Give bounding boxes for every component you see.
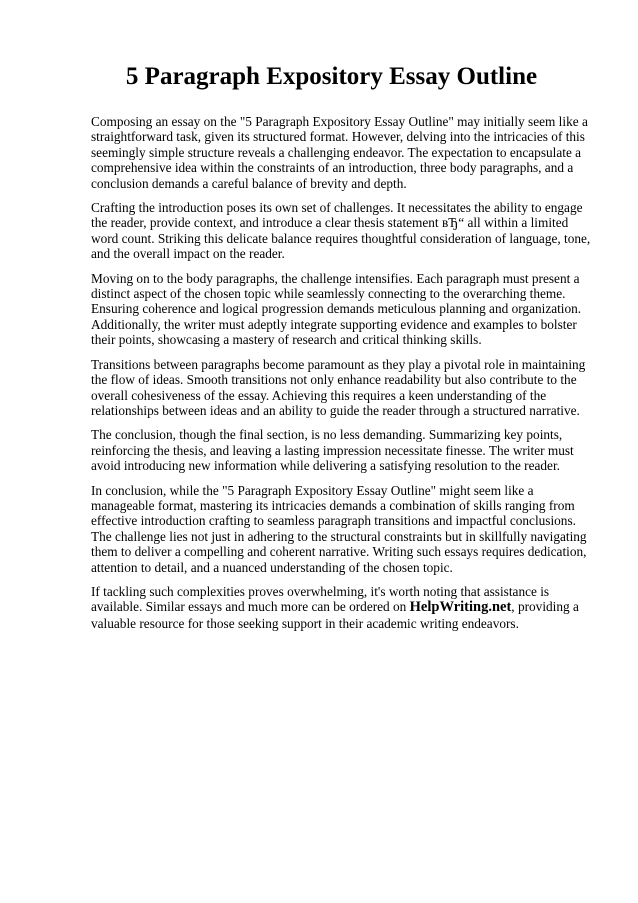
paragraph-2: Crafting the introduction poses its own set of challenges. It necessitates the ability to engage the reader, provide context, and introduce a clear thesis statement вЂ“ all within a limited word count. Striking this delicate balance requires thoughtful consideration of language, tone, and the overall impact on the reader. (91, 200, 591, 262)
closing-text-after: , providing a valuable resource for those seeking support in their academic writing endeavors. (91, 599, 579, 631)
document-title: 5 Paragraph Expository Essay Outline (125, 63, 538, 90)
paragraph-3: Moving on to the body paragraphs, the challenge intensifies. Each paragraph must present a distinct aspect of the chosen topic while seamlessly connecting to the overarching theme. Ensuring coherence and logical progression demands meticulous planning and organization. Additionally, the writer must adeptly integrate supporting evidence and examples to bolster their points, showcasing a mastery of research and critical thinking skills. (91, 270, 582, 348)
closing-text-before: If tackling such complexities proves overwhelming, it's worth noting that assistance is available. Similar essays and much more can be ordered on (91, 583, 550, 615)
paragraph-6: In conclusion, while the "5 Paragraph Expository Essay Outline" might seem like a manageable format, mastering its intricacies demands a combination of skills ranging from effective introduction crafting to seamless paragraph transitions and impactful conclusions. The challenge lies not just in adhering to the structural constraints but in skillfully navigating them to deliver a compelling and coherent narrative. Writing such essays requires dedication, attention to detail, and a nuanced understanding of the chosen topic. (91, 482, 587, 575)
paragraph-4: Transitions between paragraphs become paramount as they play a pivotal role in maintaining the flow of ideas. Smooth transitions not only enhance readability but also contribute to the overall cohesiveness of the essay. Achieving this requires a keen understanding of the relationships between ideas and an ability to guide the reader through a structured narrative. (91, 356, 586, 418)
paragraph-1: Composing an essay on the "5 Paragraph Expository Essay Outline" may initially seem like a straightforward task, given its structured format. However, delving into the intricacies of this seemingly simple structure reveals a challenging endeavor. The expectation to encapsulate a comprehensive idea within the constraints of an introduction, three body paragraphs, and a conclusion demands a careful balance of brevity and depth. (91, 114, 588, 191)
helpwriting-brand: HelpWriting.net (409, 599, 512, 616)
closing-paragraph (91, 584, 593, 631)
paragraph-5: The conclusion, though the final section, is no less demanding. Summarizing key points, reinforcing the thesis, and leaving a lasting impression necessitate finesse. The writer must avoid introducing new information while delivering a satisfying resolution to the reader. (91, 427, 574, 474)
